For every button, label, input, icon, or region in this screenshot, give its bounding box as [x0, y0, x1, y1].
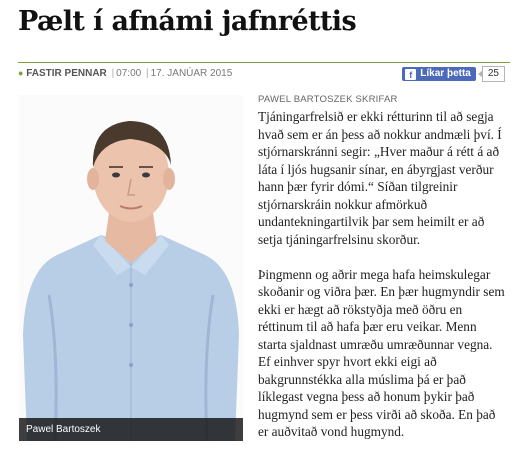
facebook-icon: f [405, 69, 416, 80]
article-paragraph: Þingmenn og aðrir mega hafa heimskulegar skoðanir og viðra þær. En þær hugmyndir sem ekki er hægt að rökstyðja með öðru en réttinum til að hafa þær eru veikar. Menn starta sjaldnast umræðu umræðunnar vegna. Ef einhver spyr hvort ekki eigi að bakgrunnstékka alla múslima þá er það líklegast vegna þess að honum þykir það hugmynd sem er þess virði að skoða. En það er auðvitað vond hugmynd. [258, 266, 505, 439]
author-portrait-image [19, 95, 243, 441]
article-paragraph: Tjáningarfrelsið er ekki rétturinn til að segja hvað sem er án þess að nokkur andmæli því. Í stjórnarskránni segir: „Hver maður á rétt á að láta í ljós hugsanir sínar, en ábyrgjast verður hann þær fyrir dómi.“ Síðan tilgreinir stjórnarskráin nokkur afmörkuð undantekningartilvik þar sem heimilt er að setja tjáningarfrelsinu skorður. [258, 109, 502, 247]
section-link[interactable]: FASTIR PENNAR [26, 68, 107, 79]
photo-caption: Pawel Bartoszek [19, 418, 243, 441]
publish-date: 17. JANÚAR 2015 [150, 68, 233, 79]
bullet-icon: ● [18, 68, 24, 78]
facebook-like-widget [402, 66, 505, 82]
publish-time: 07:00 [116, 68, 142, 79]
like-count: 25 [482, 66, 505, 82]
article-meta: ● FASTIR PENNAR | 07:00 | 17. JANÚAR 2015 [18, 68, 233, 79]
like-label: Líkar þetta [420, 68, 471, 79]
article-body [258, 108, 508, 458]
author-photo [19, 95, 243, 441]
author-byline: PAWEL BARTOSZEK SKRIFAR [258, 94, 398, 105]
article-meta-bar [18, 62, 510, 83]
facebook-like-button[interactable] [402, 67, 476, 81]
article-title: Pælt í afnámi jafnréttis [18, 6, 357, 37]
